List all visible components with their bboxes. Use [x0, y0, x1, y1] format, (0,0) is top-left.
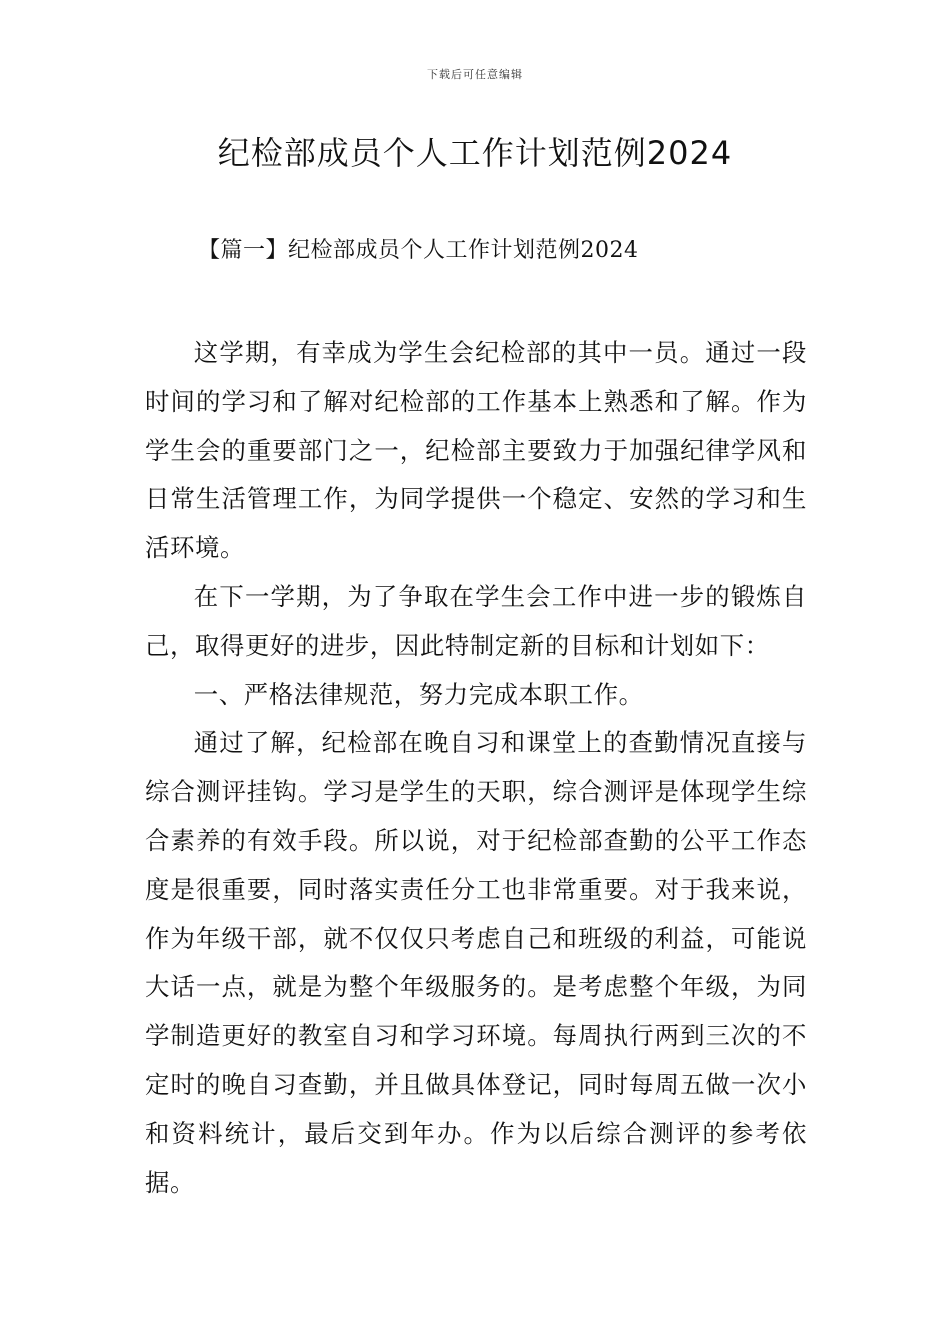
- paragraph-attendance: 通过了解，纪检部在晚自习和课堂上的查勤情况直接与综合测评挂钩。学习是学生的天职，综合测评是体现学生综合素养的有效手段。所以说，对于纪检部查勤的公平工作态度是很重要，同时落实责任分工也非常重要。对于我来说，作为年级干部，就不仅仅只考虑自己和班级的利益，可能说大话一点，就是为整个年级服务的。是考虑整个年级，为同学制造更好的教室自习和学习环境。每周执行两到三次的不定时的晚自习查勤，并且做具体登记，同时每周五做一次小和资料统计，最后交到年办。作为以后综合测评的参考依据。: [145, 728, 807, 1197]
- document-body: [145, 329, 807, 1207]
- page-title: 纪检部成员个人工作计划范例2024: [217, 134, 733, 172]
- paragraph-plan-intro: 在下一学期，为了争取在学生会工作中进一步的锻炼自己，取得更好的进步，因此特制定新的目标和计划如下：: [145, 581, 807, 660]
- header-note: 下载后可任意编辑: [427, 68, 523, 81]
- paragraph-heading-one: 一、严格法律规范，努力完成本职工作。: [193, 679, 644, 709]
- paragraph-intro: 这学期，有幸成为学生会纪检部的其中一员。通过一段时间的学习和了解对纪检部的工作基本上熟悉和了解。作为学生会的重要部门之一，纪检部主要致力于加强纪律学风和日常生活管理工作，为同学提供一个稳定、安然的学习和生活环境。: [145, 338, 807, 563]
- section-subtitle: 【篇一】纪检部成员个人工作计划范例2024: [198, 238, 639, 263]
